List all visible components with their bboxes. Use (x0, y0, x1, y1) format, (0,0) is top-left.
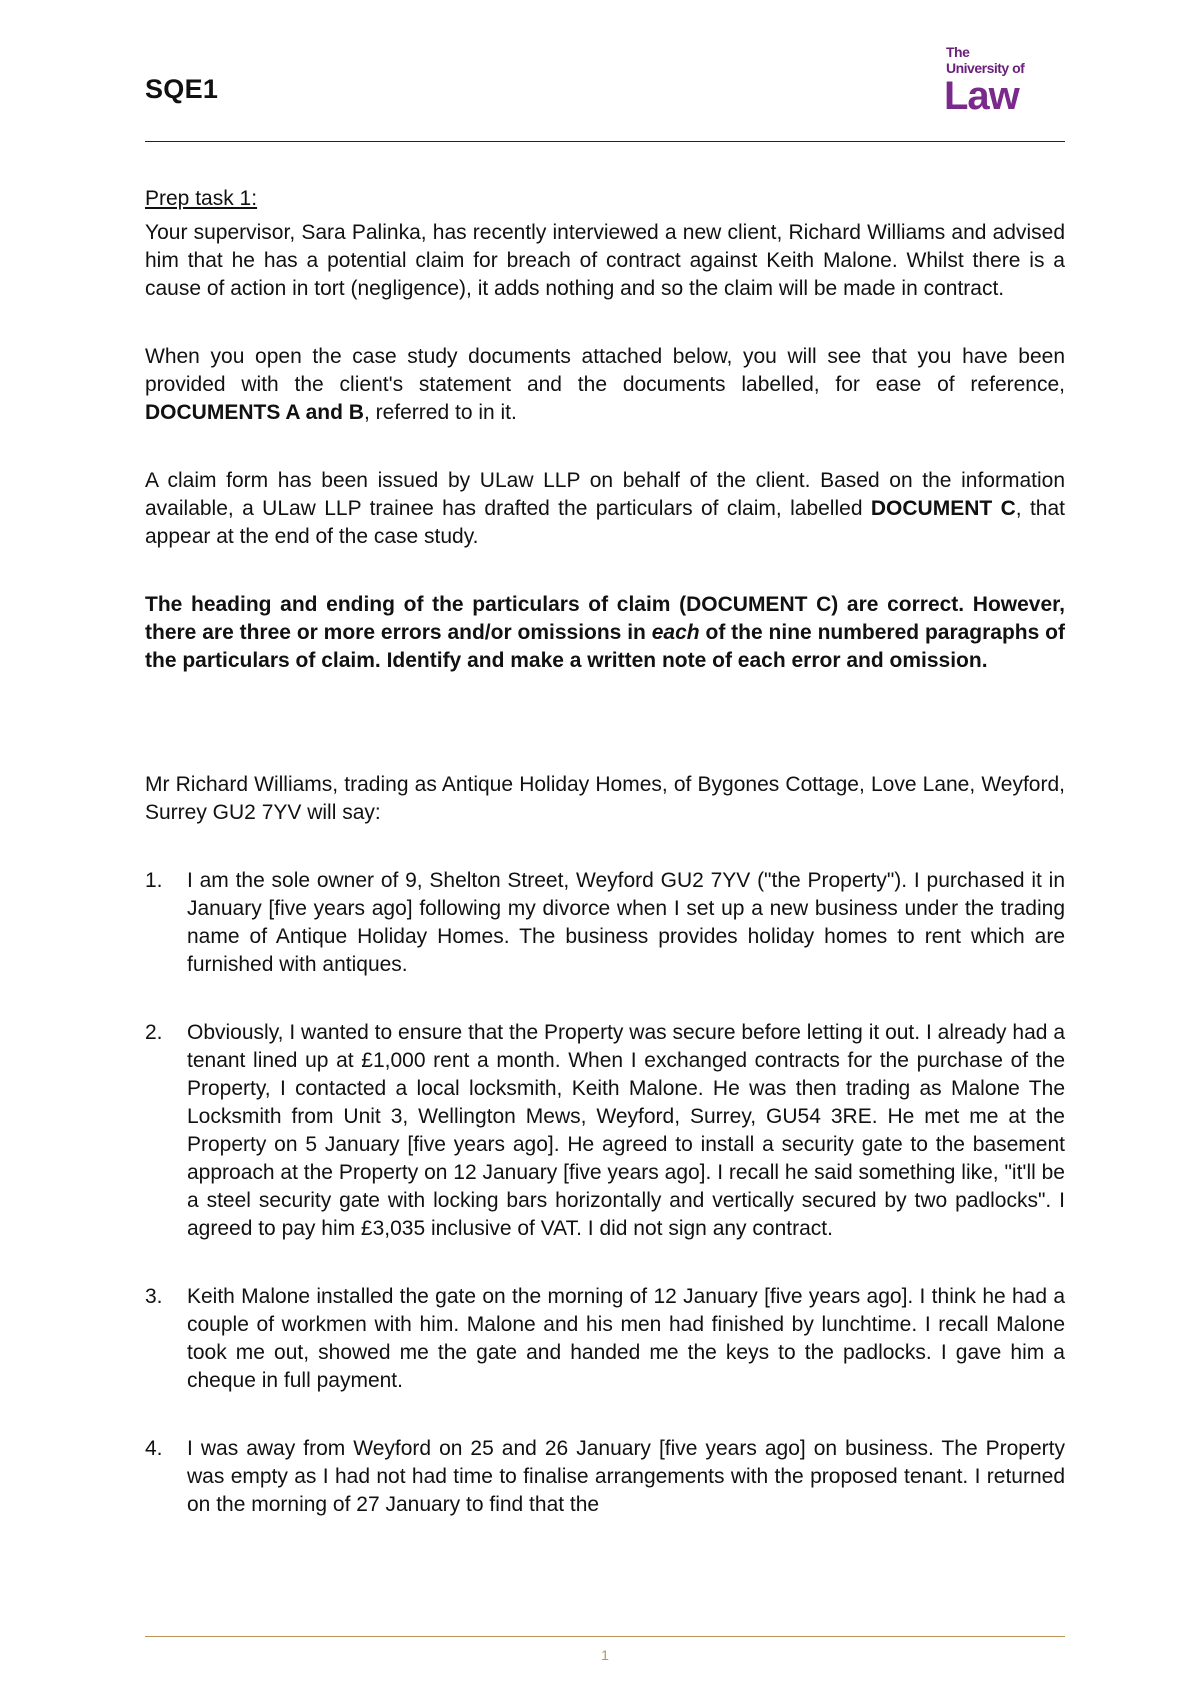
intro-p3-text-a: A claim form has been issued by ULaw LLP on behalf of the client. Based on the information available, a ULaw LLP trainee has drafted the particulars of claim, labelled (145, 469, 1065, 520)
task-text-a: The heading and ending of the particulars of claim (DOCUMENT C) are correct. However, there are three or more errors and/or omissions in (145, 593, 1065, 644)
footer-divider (145, 1636, 1065, 1637)
paragraph-text: Obviously, I wanted to ensure that the Property was secure before letting it out. I already had a tenant lined up at £1,000 rent a month. When I exchanged contracts for the purchase of the Property, I contacted a local locksmith, Keith Malone. He was then trading as Malone The Locksmith from Unit 3, Wellington Mews, Weyford, Surrey, GU54 3RE. He met me at the Property on 5 January [five years ago]. He agreed to install a security gate to the basement approach at the Property on 12 January [five years ago]. I recall he said something like, "it'll be a steel security gate with locking bars horizontally and vertically secured by two padlocks". I agreed to pay him £3,035 inclusive of VAT. I did not sign any contract. (187, 1021, 1065, 1240)
university-of-law-logo (946, 44, 1044, 120)
statement-paragraph (145, 867, 1065, 979)
statement-paragraph (145, 1019, 1065, 1243)
intro-paragraph-2 (145, 343, 1065, 427)
intro-p3-text-b: , that appear at the end of the case study. (145, 497, 1065, 548)
paragraph-number: 1. (145, 869, 163, 892)
statement-intro: Mr Richard Williams, trading as Antique Holiday Homes, of Bygones Cottage, Love Lane, Weyford, Surrey GU2 7YV will say: (145, 773, 1065, 824)
task-text-b: of the nine numbered paragraphs of the particulars of claim. Identify and make a written note of each error and omission. (145, 621, 1065, 672)
intro-p2-text-b: , referred to in it. (363, 401, 517, 424)
paragraph-number: 4. (145, 1437, 163, 1460)
intro-p2-bold: DOCUMENTS A and B (145, 401, 364, 424)
statement-paragraph (145, 1283, 1065, 1395)
logo-line-university: University of (946, 60, 1025, 76)
paragraph-text: Keith Malone installed the gate on the morning of 12 January [five years ago]. I think he had a couple of workmen with him. Malone and his men had finished by lunchtime. I recall Malone took me out, showed me the gate and handed me the keys to the padlocks. I gave him a cheque in full payment. (187, 1285, 1065, 1392)
paragraph-text: I was away from Weyford on 25 and 26 January [five years ago] on business. The Property was empty as I had not had time to finalise arrangements with the proposed tenant. I returned on the morning of 27 January to find that the (187, 1437, 1065, 1516)
page-number: 1 (601, 1647, 609, 1663)
prep-task-label: Prep task 1: (145, 187, 258, 210)
task-emphasis: each (651, 621, 700, 644)
intro-paragraph-3 (145, 467, 1065, 551)
task-instructions (145, 591, 1065, 675)
statement-paragraphs (145, 867, 1065, 1519)
intro-p2-text-a: When you open the case study documents attached below, you will see that you have been provided with the client's statement and the documents labelled, for ease of reference, (145, 345, 1065, 396)
statement-paragraph (145, 1435, 1065, 1519)
logo-line-the: The (946, 44, 970, 60)
document-body (145, 185, 1065, 1559)
document-title: SQE1 (145, 74, 219, 104)
intro-p3-bold: DOCUMENT C (870, 497, 1016, 520)
logo-line-law: Law (944, 74, 1019, 118)
paragraph-text: I am the sole owner of 9, Shelton Street, Weyford GU2 7YV ("the Property"). I purchased it in January [five years ago] following my divorce when I set up a new business under the trading name of Antique Holiday Homes. The business provides holiday homes to rent which are furnished with antiques. (187, 869, 1065, 976)
header-divider (145, 141, 1065, 142)
paragraph-number: 2. (145, 1021, 163, 1044)
paragraph-number: 3. (145, 1285, 163, 1308)
intro-paragraph-1: Your supervisor, Sara Palinka, has recently interviewed a new client, Richard Williams and advised him that he has a potential claim for breach of contract against Keith Malone. Whilst there is a cause of action in tort (negligence), it adds nothing and so the claim will be made in contract. (145, 221, 1065, 300)
